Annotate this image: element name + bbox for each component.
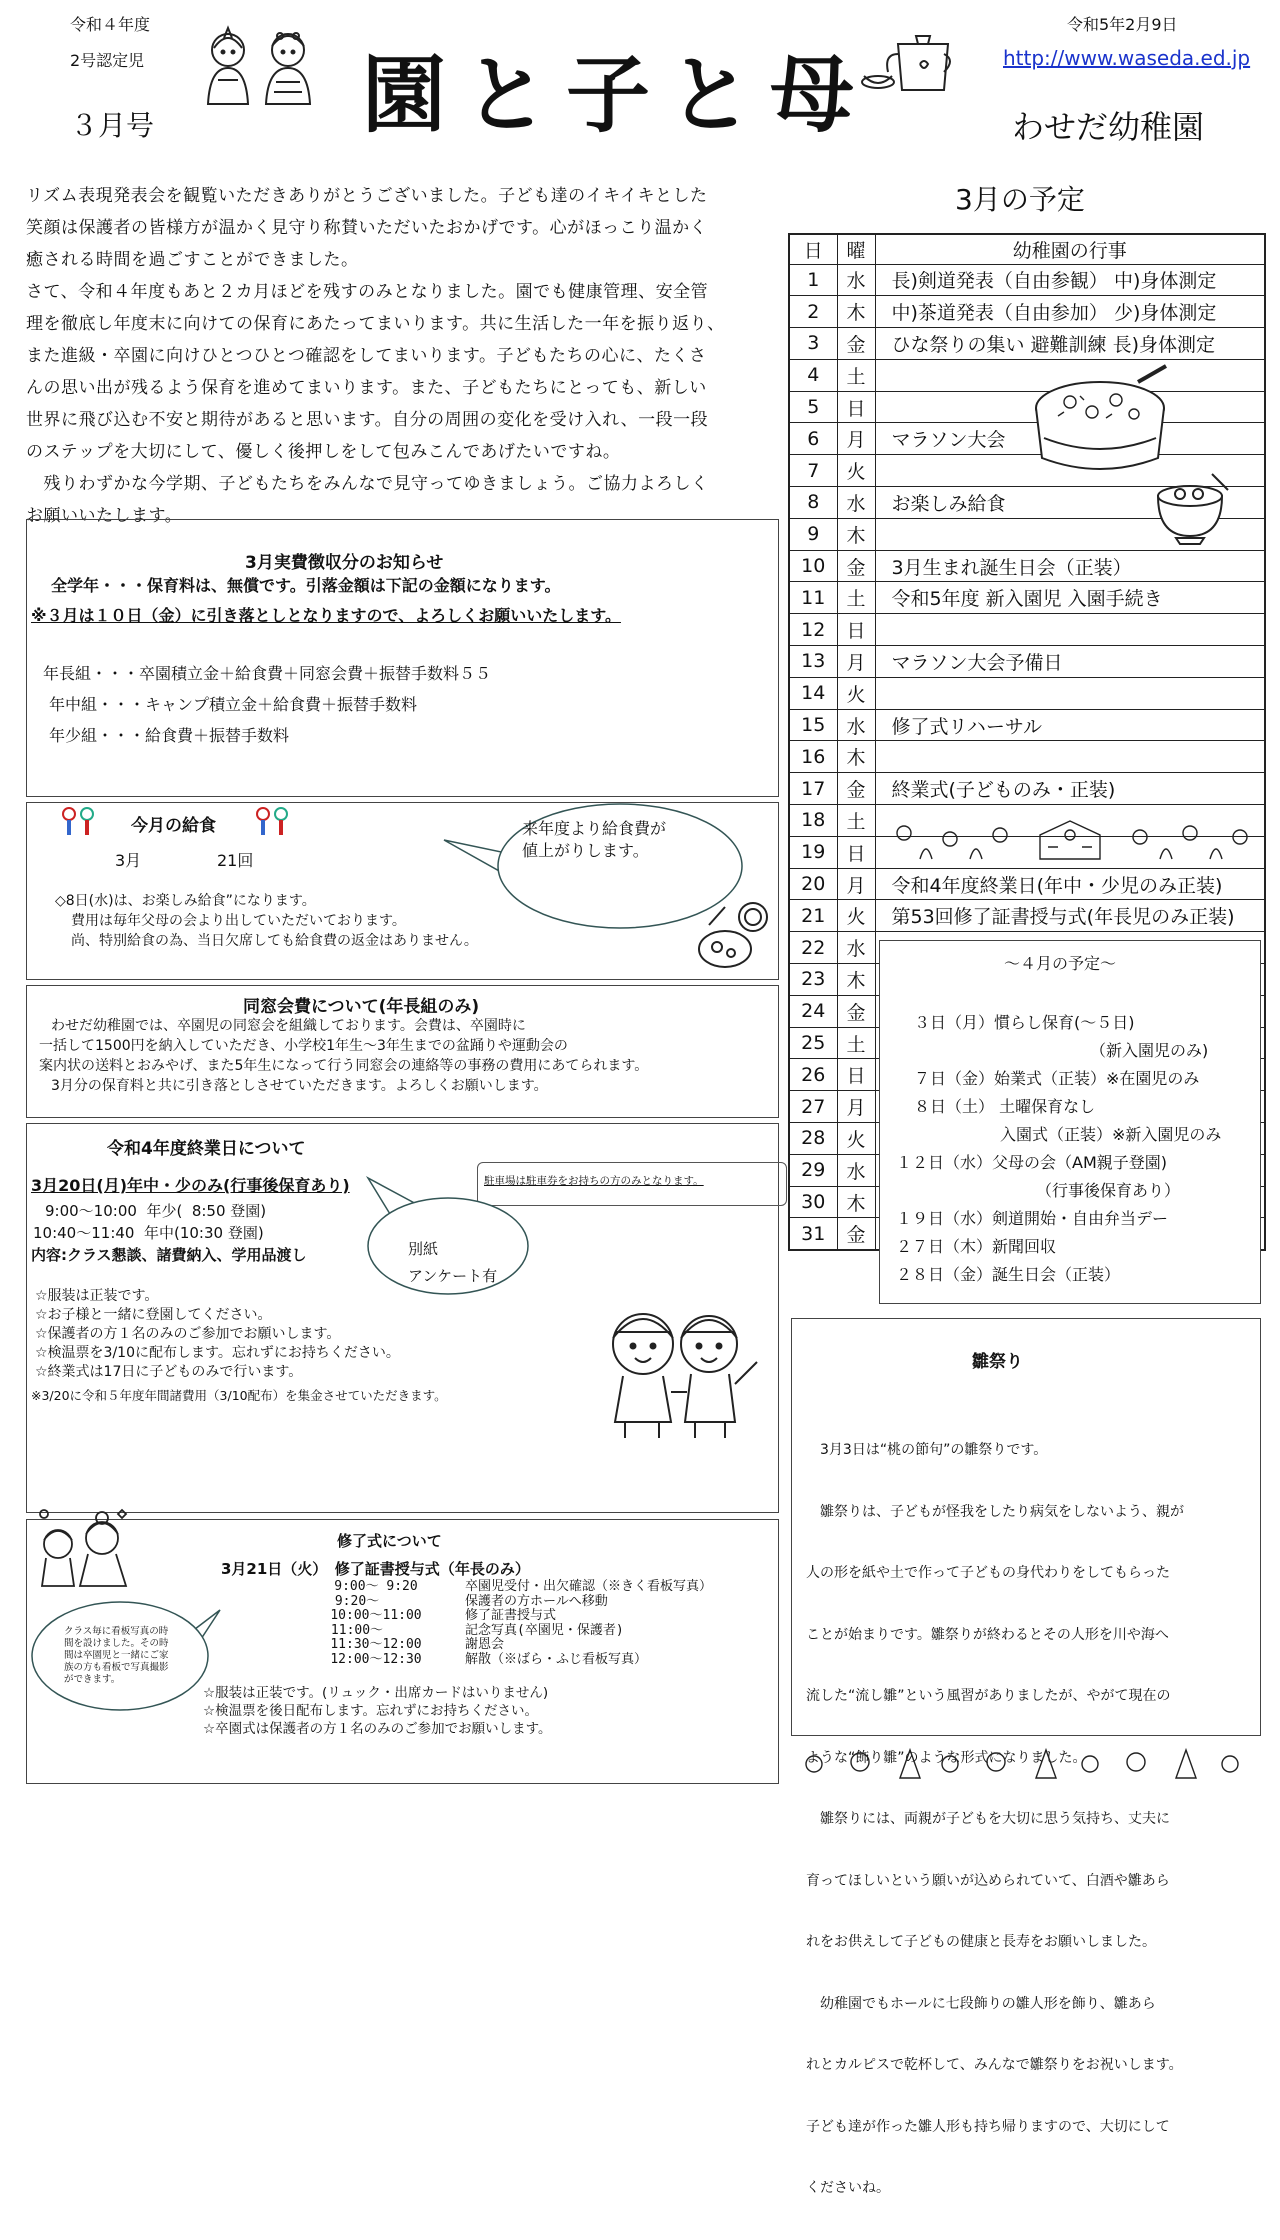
schedule-event: ひな祭りの集い 避難訓練 長)身体測定 [875,328,1265,360]
schedule-event: 長)剣道発表（自由参観） 中)身体測定 [875,264,1265,296]
graduation-event: 記念写真(卒園児・保護者) [465,1622,624,1638]
graduation-schedule [297,1580,712,1667]
spring-garden-illustration [890,815,1260,865]
hina-line: 流した“流し雛”という風習がありましたが、やがて現在の [806,1688,1171,1704]
schedule-weekday: 木 [837,1186,875,1218]
schedule-row [789,359,1265,391]
schedule-weekday: 水 [837,709,875,741]
schedule-day: 17 [789,773,837,805]
schedule-row [789,550,1265,582]
schedule-weekday: 木 [837,964,875,996]
graduates-illustration [32,1500,136,1590]
intro-line: さて、令和４年度もあと２カ月ほどを残すのみとなりました。園でも健康管理、安全管 [26,282,709,302]
schedule-row [789,264,1265,296]
schedule-weekday: 金 [837,773,875,805]
intro-line: 理を徹底し年度末に向けての保育にあたってまいります。共に生活した一年を振り返り、 [26,314,725,334]
utensils-icon [61,807,97,837]
hina-line: 雛祭りには、両親が子どもを大切に思う気持ち、丈夫に [806,1811,1170,1827]
schedule-day: 26 [789,1059,837,1091]
class-type: 2号認定児 [70,51,145,70]
schedule-weekday: 水 [837,1154,875,1186]
children-illustration [585,1292,765,1442]
schedule-weekday: 木 [837,518,875,550]
schedule-row [789,391,1265,423]
april-line: ３日（月）慣らし保育(～５日) [914,1013,1135,1032]
tea-set-illustration [858,24,958,100]
closing-time-nenchu: 10:40～11:40 年中(10:30 登園) [33,1224,264,1242]
fees-item-nenchou: 年長組・・・卒園積立金＋給食費＋同窓会費＋振替手数料５５ [43,664,492,683]
schedule-title: 3月の予定 [955,183,1085,216]
parking-note: 駐車場は駐車券をお持ちの方のみとなります。 [484,1175,704,1187]
hina-line: れをお供えして子どもの健康と長寿をお願いしました。 [806,1934,1156,1950]
schedule-weekday: 土 [837,359,875,391]
schedule-day: 10 [789,550,837,582]
fiscal-year: 令和４年度 [70,15,151,34]
graduation-notes [203,1684,552,1738]
closing-time-nenshou: 9:00～10:00 年少( 8:50 登園) [45,1202,267,1220]
schedule-event: 令和4年度終業日(年中・少児のみ正装) [875,868,1265,900]
schedule-day: 20 [789,868,837,900]
graduation-event: 修了証書授与式 [465,1608,557,1623]
graduation-title: 修了式について [337,1532,442,1550]
graduation-event: 解散（※ばら・ふじ看板写真） [465,1651,648,1667]
closing-content: 内容:クラス懇談、諸費納入、学用品渡し [31,1246,307,1264]
schedule-header-row [789,234,1265,264]
april-title: ～４月の予定～ [1004,954,1117,973]
schedule-weekday: 土 [837,1027,875,1059]
schedule-day: 11 [789,582,837,614]
schedule-weekday: 火 [837,1123,875,1155]
alumni-line: わせだ幼稚園では、卒園児の同窓会を組織しております。会費は、卒園時に [51,1018,526,1034]
schedule-weekday: 日 [837,836,875,868]
lunch-count: 21回 [217,851,254,870]
intro-line: リズム表現発表会を観覧いただきありがとうございました。子ども達のイキイキとした [26,186,708,206]
graduation-time: 11:30～12:00 [330,1637,422,1652]
schedule-weekday: 火 [837,677,875,709]
schedule-day: 13 [789,646,837,678]
schedule-event: 終業式(子どものみ・正装) [875,773,1265,805]
schedule-weekday: 金 [837,995,875,1027]
april-schedule-box [879,940,1261,1304]
schedule-day: 19 [789,836,837,868]
schedule-weekday: 金 [837,1218,875,1250]
schedule-day: 3 [789,328,837,360]
closing-footnote: ※3/20に令和５年度年間諸費用（3/10配布）を集金させていただきます。 [31,1388,447,1403]
schedule-day: 8 [789,487,837,519]
schedule-day: 14 [789,677,837,709]
april-line: ８日（土） 土曜保育なし [914,1097,1096,1116]
schedule-row [789,423,1265,455]
lunch-refund-note: 尚、特別給食の為、当日欠席しても給食費の返金はありません。 [71,933,478,949]
graduation-event: 保護者の方ホールへ移動 [465,1593,608,1609]
schedule-event: 中)茶道発表（自由参加） 少)身体測定 [875,296,1265,328]
schedule-event: マラソン大会予備日 [875,646,1265,678]
schedule-row [789,677,1265,709]
schedule-row [789,709,1265,741]
utensils-icon [255,807,291,837]
hina-title: 雛祭り [972,1352,1023,1372]
schedule-day: 18 [789,805,837,837]
issue-label: ３月号 [70,109,155,142]
schedule-weekday: 月 [837,423,875,455]
intro-line: 残りわずかな今学期、子どもたちをみんなで見守ってゆきましょう。ご協力よろしく [26,474,709,494]
schedule-weekday: 日 [837,391,875,423]
schedule-day: 22 [789,932,837,964]
schedule-row [789,741,1265,773]
photo-bubble: クラス毎に看板写真の時 間を設けました。その時 間は卒園児と一緒にご家 族の方も看板で写真撮影 ができます。 [64,1626,169,1685]
alumni-line: 案内状の送料とおみやげ、また5年生になって行う同窓会の連絡等の事務の費用にあてられます。 [39,1058,649,1074]
closing-note: ☆お子様と一緒に登園してください。 [35,1307,272,1323]
graduation-date-line: 3月21日（火） 修了証書授与式（年長のみ） [221,1560,530,1578]
schedule-weekday: 日 [837,1059,875,1091]
lunch-month: 3月 [115,851,142,870]
closing-note: ☆服装は正装です。 [35,1288,159,1304]
schedule-day: 24 [789,995,837,1027]
april-line: １２日（水）父母の会（AM親子登園) [896,1153,1167,1172]
graduation-time: 11:00～ [330,1622,384,1638]
schedule-weekday: 金 [837,328,875,360]
col-event: 幼稚園の行事 [875,234,1265,264]
april-line: １９日（水）剣道開始・自由弁当デー [896,1209,1169,1228]
graduation-event: 卒園児受付・出欠確認（※きく看板写真） [465,1579,713,1594]
survey-bubble: 別紙 アンケート有 [408,1240,498,1285]
graduation-time: 9:20～ [334,1593,380,1609]
schedule-row [789,773,1265,805]
schedule-day: 28 [789,1123,837,1155]
intro-message [26,180,786,526]
schedule-day: 29 [789,1154,837,1186]
fees-item-nenchu: 年中組・・・キャンプ積立金＋給食費＋振替手数料 [49,695,418,714]
schedule-day: 7 [789,455,837,487]
schedule-day: 9 [789,518,837,550]
hina-line: くださいね。 [806,2180,890,2196]
school-name: わせだ幼稚園 [1012,108,1205,146]
schedule-event [875,677,1265,709]
schedule-weekday: 水 [837,264,875,296]
schedule-day: 15 [789,709,837,741]
schedule-day: 12 [789,614,837,646]
april-line: （行事後保育あり） [1036,1181,1181,1200]
schedule-event: マラソン大会 [875,423,1265,455]
hina-line: 3月3日は“桃の節句”の雛祭りです。 [806,1442,1048,1458]
col-weekday: 曜 [837,234,875,264]
alumni-line: 一括して1500円を納入していただき、小学校1年生～3年生までの盆踊りや運動会の [39,1038,568,1054]
april-line: （新入園児のみ) [1090,1041,1209,1060]
col-day: 日 [789,234,837,264]
schedule-weekday: 水 [837,932,875,964]
april-line: 入園式（正装）※新入園児のみ [1000,1125,1222,1144]
schedule-weekday: 月 [837,868,875,900]
schedule-row [789,868,1265,900]
hina-decoration-border [800,1744,1260,1784]
graduation-note: ☆服装は正装です。(リュック・出席カードはいりません) [203,1685,549,1701]
schedule-row [789,296,1265,328]
schedule-event: お楽しみ給食 [875,487,1265,519]
chirashi-sushi-illustration [1030,368,1180,478]
graduation-note: ☆卒園式は保護者の方１名のみのご参加でお願いします。 [203,1721,552,1737]
issue-date: 令和5年2月9日 [1067,15,1178,34]
hina-body [806,1399,1184,2240]
schedule-weekday: 木 [837,741,875,773]
hina-line: 幼稚園でもホールに七段飾りの雛人形を飾り、雛あら [806,1995,1156,2012]
schedule-event: 修了式リハーサル [875,709,1265,741]
newsletter-title: 園と子と母 [362,45,873,144]
hina-matsuri-box [791,1318,1261,2196]
hina-line: 育ってほしいという願いが込められていて、白酒や雛あら [806,1872,1170,1889]
schedule-day: 30 [789,1186,837,1218]
schedule-event: 令和5年度 新入園児 入園手続き [875,582,1265,614]
lunch-price-bubble: 来年度より給食費が 値上がりします。 [522,819,667,860]
graduation-note: ☆検温票を後日配布します。忘れずにお持ちください。 [203,1703,539,1719]
schedule-day: 21 [789,900,837,932]
april-line: ７日（金）始業式（正装）※在園児のみ [914,1069,1200,1088]
schedule-row [789,900,1265,932]
intro-line: 笑顔は保護者の皆様方が温かく見守り称賛いただいたおかげです。心がほっこり温かく [26,218,708,238]
closing-note: ☆終業式は17日に子どものみで行います。 [35,1364,303,1380]
schedule-day: 4 [789,359,837,391]
closing-title: 令和4年度終業日について [107,1139,306,1159]
graduation-time: 12:00～12:30 [330,1651,422,1667]
schedule-weekday: 火 [837,455,875,487]
closing-note: ☆保護者の方１名のみのご参加でお願いします。 [35,1326,341,1342]
schedule-weekday: 月 [837,1091,875,1123]
schedule-day: 5 [789,391,837,423]
schedule-weekday: 水 [837,487,875,519]
fees-title: 3月実費徴収分のお知らせ [245,553,444,573]
schedule-weekday: 土 [837,805,875,837]
hina-line: れとカルピスで乾杯して、みんなで雛祭りをお祝いします。 [806,2057,1183,2073]
hina-line: 人の形を紙や土で作って子どもの身代わりをしてもらった [806,1565,1170,1581]
alumni-fee-box [26,985,779,1118]
clam-soup-illustration [1150,466,1236,548]
intro-line: んの思い出が残るよう保育を進めてまいります。また、子どもたちにとっても、新しい [26,378,707,398]
intro-line: 世界に飛び込む不安と期待があると思います。自分の周囲の変化を受け入れ、一段一段 [26,410,709,430]
schedule-weekday: 月 [837,646,875,678]
schedule-weekday: 火 [837,900,875,932]
fees-debit-date: ※３月は１０日（金）に引き落としとなりますので、よろしくお願いいたします。 [31,606,621,625]
hina-line: 雛祭りは、子どもが怪我をしたり病気をしないよう、親が [806,1503,1184,1520]
intro-line: 癒される時間を過ごすことができました。 [26,250,359,270]
schedule-row [789,582,1265,614]
schedule-weekday: 日 [837,614,875,646]
schedule-event: 第53回修了証書授与式(年長児のみ正装) [875,900,1265,932]
schedule-row [789,646,1265,678]
intro-line: また進級・卒園に向けひとつひとつ確認をしてまいります。子どもたちの心に、たくさ [26,346,707,366]
schedule-weekday: 木 [837,296,875,328]
alumni-line: 3月分の保育料と共に引き落としさせていただきます。よろしくお願いします。 [51,1078,548,1094]
schedule-day: 31 [789,1218,837,1250]
schedule-row [789,328,1265,360]
hina-dolls-illustration [196,24,324,110]
graduation-time: 9:00～ 9:20 [334,1579,418,1594]
schedule-row [789,614,1265,646]
schedule-event [875,614,1265,646]
lunch-title: 今月の給食 [131,816,216,836]
intro-line: お願いいたします。 [26,506,183,526]
school-website-link[interactable]: http://www.waseda.ed.jp [1003,46,1251,70]
fees-line-free: 全学年・・・保育料は、無償です。引落金額は下記の金額になります。 [51,576,561,595]
intro-line: のステップを大切にして、優しく後押しをして包みこんであげたいですね。 [26,442,621,462]
schedule-day: 6 [789,423,837,455]
schedule-day: 25 [789,1027,837,1059]
schedule-day: 1 [789,264,837,296]
schedule-event: 3月生まれ誕生日会（正装） [875,550,1265,582]
graduation-event: 謝恩会 [465,1637,505,1652]
schedule-event [875,741,1265,773]
hina-line: 子ども達が作った雛人形も持ち帰りますので、大切にして [806,2118,1170,2135]
hina-line: ような“飾り雛”のような形式になりました。 [806,1749,1087,1766]
schedule-weekday: 土 [837,582,875,614]
hina-line: ことが始まりです。雛祭りが終わるとその人形を川や海へ [806,1626,1169,1643]
schedule-day: 27 [789,1091,837,1123]
lunch-cost-note: 費用は毎年父母の会より出していただいております。 [71,913,406,929]
closing-date-line: 3月20日(月)年中・少のみ(行事後保育あり) [31,1176,350,1195]
schedule-day: 16 [789,741,837,773]
april-line: ２８日（金）誕生日会（正装） [896,1265,1121,1284]
fees-item-nenshou: 年少組・・・給食費＋振替手数料 [49,726,290,745]
alumni-title: 同窓会費について(年長組のみ) [243,997,480,1017]
schedule-weekday: 金 [837,550,875,582]
april-line: ２７日（木）新聞回収 [896,1237,1057,1256]
closing-note: ☆検温票を3/10に配布します。忘れずにお持ちください。 [35,1345,400,1361]
schedule-day: 23 [789,964,837,996]
fees-notice-box [26,519,779,797]
schedule-day: 2 [789,296,837,328]
graduation-time: 10:00～11:00 [330,1608,422,1623]
lunch-special-note: ◇8日(水)は、お楽しみ給食”になります。 [55,893,316,909]
